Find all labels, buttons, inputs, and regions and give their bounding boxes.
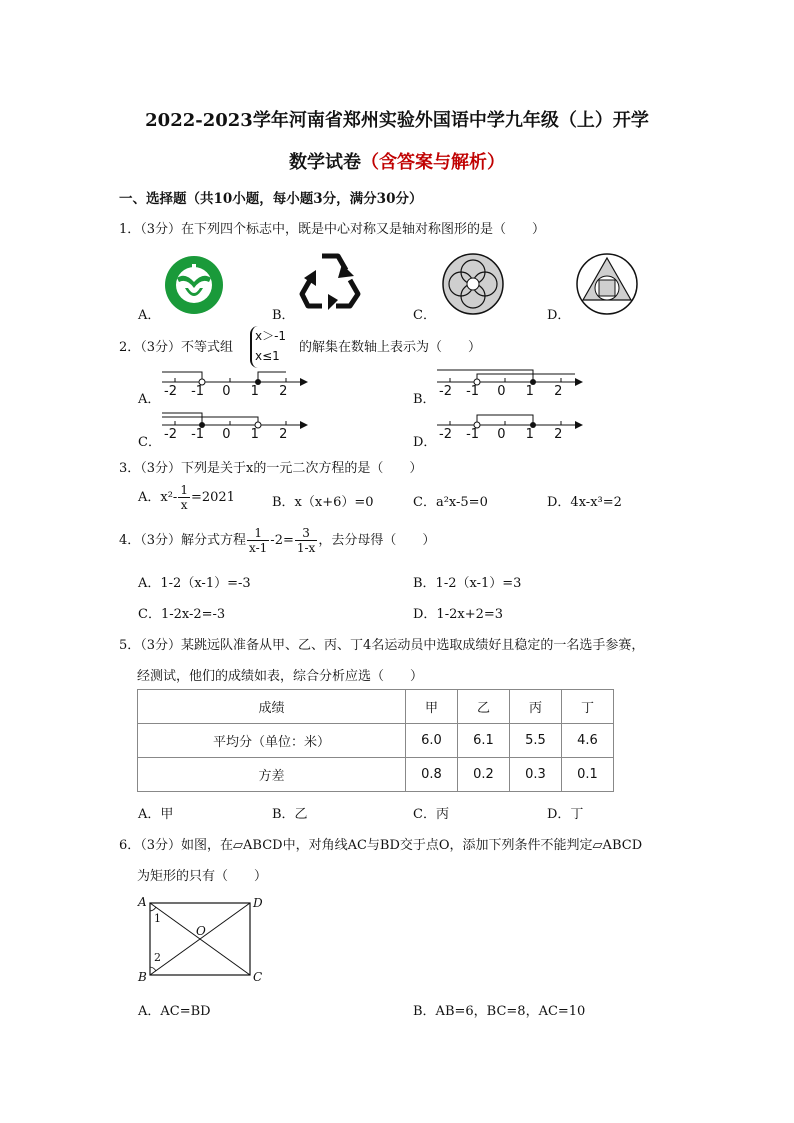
q1-option-a[interactable]: A． [138,308,161,323]
tick-label: 0 [222,384,231,399]
q6-option-a[interactable]: A．AC=BD [138,1004,211,1019]
q3-option-d[interactable]: D．4x-x³=2 [547,495,622,510]
q1-option-b[interactable]: B． [272,308,295,323]
tick-label: 1 [525,427,534,442]
table-cell: 0.8 [406,758,458,792]
q2-option-b[interactable]: B． [413,392,436,407]
table-header-cell: 乙 [458,690,510,724]
tick-label: 0 [497,427,506,442]
q2-condition-1: x＞-1 [255,329,287,343]
page-subtitle [0,148,794,174]
q3-option-b[interactable]: B．x（x+6）=0 [272,495,374,510]
fraction-numerator: 1 [180,483,188,497]
fraction-denominator: x-1 [249,541,268,555]
q6-stem-line2: 为矩形的只有（ ） [137,869,268,884]
q4-option-b[interactable]: B．1-2（x-1）=3 [413,576,522,591]
subtitle-red: （含答案与解析） [361,152,505,173]
tick-label: -1 [466,384,480,399]
q3-a-post: =2021 [190,490,235,505]
tick-label: -2 [439,427,452,442]
q6-stem-line1: 6．（3分）如图，在▱ABCD中，对角线AC与BD交于点O，添加下列条件不能判定▱ABCD [119,838,643,853]
table-header-cell: 丁 [562,690,614,724]
tick-label: 2 [279,384,288,399]
table-cell: 平均分（单位：米） [138,724,406,758]
q2-condition-2: x≤1 [255,349,280,363]
angle-label-1: 1 [154,912,161,925]
score-table [137,689,614,792]
q4-mid: -2= [270,533,294,548]
q4-prefix: 4．（3分）解分式方程 [119,533,247,548]
q2-option-a[interactable]: A． [138,392,161,407]
tick-label: -1 [191,384,205,399]
triangle-square-circle-icon [575,252,639,316]
table-header-cell: 丙 [510,690,562,724]
q4-suffix: ，去分母得（ ） [318,533,436,548]
tick-label: -2 [164,384,177,399]
tick-label: 2 [554,384,563,399]
tick-label: 2 [279,427,288,442]
table-row [138,724,614,758]
tick-label: 0 [497,384,506,399]
recycle-logo-icon [298,250,362,312]
tick-label: -1 [466,427,480,442]
q5-option-d[interactable]: D．丁 [547,807,584,822]
fraction-numerator: 1 [247,526,269,541]
q3-a-fraction [178,483,190,512]
tick-labels-c [164,427,287,442]
table-cell: 5.5 [510,724,562,758]
vertex-label-d: D [253,896,263,910]
q2-option-c[interactable]: C． [138,435,161,450]
tick-label: -2 [439,384,452,399]
tick-labels-a [164,384,287,399]
fraction-denominator: 1-x [296,541,316,555]
tick-label: 1 [525,384,534,399]
green-food-logo-icon [163,254,225,316]
q3-a-pre: A．x²- [138,490,178,505]
center-label-o: O [196,924,206,938]
q1-option-d[interactable]: D． [547,308,571,323]
rectangle-figure [135,893,270,988]
tick-labels-b [439,384,562,399]
table-cell: 4.6 [562,724,614,758]
tick-label: -2 [164,427,177,442]
q4-stem [119,526,435,555]
q5-option-b[interactable]: B．乙 [272,807,308,822]
q5-option-c[interactable]: C．丙 [413,807,449,822]
q2-option-d[interactable]: D． [413,435,437,450]
q4-fraction-2 [295,526,317,555]
q3-option-c[interactable]: C．a²x-5=0 [413,495,488,510]
tick-label: 0 [222,427,231,442]
q5-stem-line2: 经测试，他们的成绩如表，综合分析应选（ ） [137,669,424,684]
page-title: 2022-2023学年河南省郑州实验外国语中学九年级（上）开学 [145,110,649,131]
table-cell: 0.2 [458,758,510,792]
table-cell: 0.1 [562,758,614,792]
q5-option-a[interactable]: A．甲 [138,807,174,822]
tick-label: -1 [191,427,205,442]
fraction-denominator: x [180,498,188,512]
table-cell: 6.0 [406,724,458,758]
q4-option-d[interactable]: D．1-2x+2=3 [413,607,504,622]
vertex-label-c: C [253,970,263,984]
q4-option-a[interactable]: A．1-2（x-1）=-3 [138,576,251,591]
four-petal-circle-icon [441,252,505,316]
tick-label: 1 [250,384,259,399]
q6-option-b[interactable]: B．AB=6，BC=8，AC=10 [413,1004,586,1019]
table-header-row [138,690,614,724]
q2-suffix: 的解集在数轴上表示为（ ） [299,340,482,355]
tick-labels-d [439,427,562,442]
subtitle-main: 数学试卷 [289,152,361,173]
q2-prefix: 2．（3分）不等式组 [119,340,234,355]
table-header-cell: 成绩 [138,690,406,724]
q3-option-a[interactable] [138,483,235,512]
q1-option-c[interactable]: C． [413,308,436,323]
table-header-cell: 甲 [406,690,458,724]
tick-label: 2 [554,427,563,442]
vertex-label-b: B [138,970,147,984]
angle-label-2: 2 [154,951,161,964]
q1-stem: 1．（3分）在下列四个标志中，既是中心对称又是轴对称图形的是（ ） [119,222,546,237]
section-heading: 一、选择题（共10小题，每小题3分，满分30分） [119,191,423,207]
q4-fraction-1 [247,526,269,555]
q3-stem: 3．（3分）下列是关于x的一元二次方程的是（ ） [119,461,423,476]
q5-stem-line1: 5．（3分）某跳远队准备从甲、乙、丙、丁4名运动员中选取成绩好且稳定的一名选手参赛， [119,638,645,653]
table-cell: 6.1 [458,724,510,758]
q4-option-c[interactable]: C．1-2x-2=-3 [138,607,226,622]
tick-label: 1 [250,427,259,442]
vertex-label-a: A [138,895,147,909]
table-cell: 方差 [138,758,406,792]
fraction-numerator: 3 [295,526,317,541]
table-cell: 0.3 [510,758,562,792]
table-row [138,758,614,792]
